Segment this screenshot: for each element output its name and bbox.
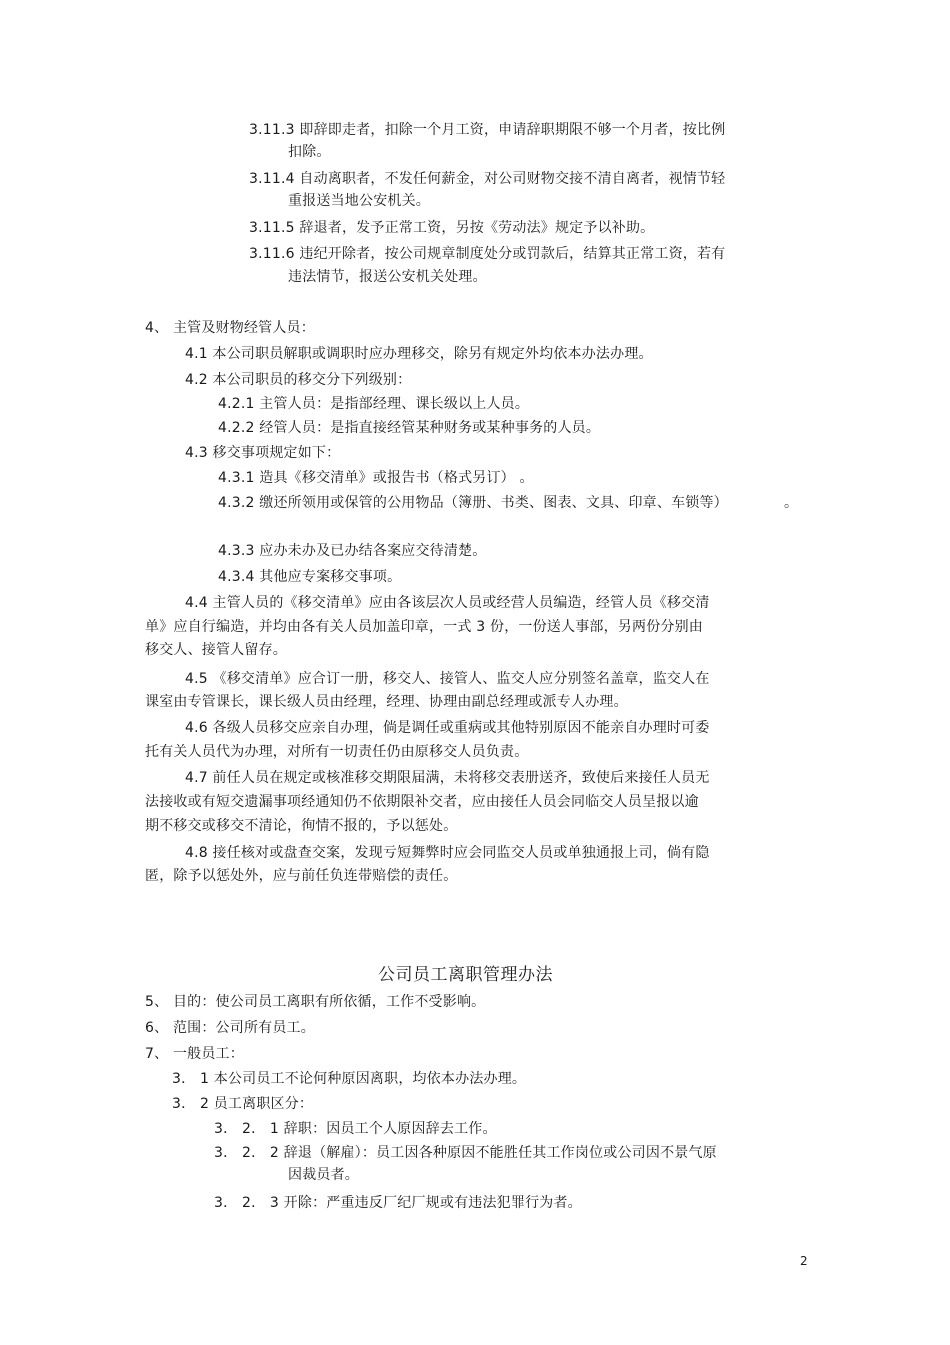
clause-4-4-line2: 单》应自行编造，并均由各有关人员加盖印章，一式 3 份，一份送人事部，另两份分别由 <box>145 619 704 635</box>
clause-3-11-6-cont: 违法情节，报送公安机关处理。 <box>288 269 487 285</box>
clause-4-3: 4.3 移交事项规定如下： <box>185 445 341 461</box>
clause-4-4-line1: 4.4 主管人员的《移交清单》应由各该层次人员或经营人员编造，经管人员《移交清 <box>185 595 710 611</box>
clause-4-3-2-period: 。 <box>784 495 799 511</box>
clause-4-6-line2: 托有关人员代为办理，对所有一切责任仍由原移交人员负责。 <box>145 744 529 760</box>
clause-4-2-1: 4.2.1 主管人员：是指部经理、课长级以上人员。 <box>218 396 530 412</box>
clause-4-6-line1: 4.6 各级人员移交应亲自办理，倘是调任或重病或其他特别原因不能亲自办理时可委 <box>185 720 710 736</box>
clause-3-11-6: 3.11.6 违纪开除者，按公司规章制度处分或罚款后，结算其正常工资，若有 <box>249 246 726 262</box>
clause-4-3-2: 4.3.2 缴还所领用或保管的公用物品（簿册、书类、图表、文具、印章、车锁等） <box>218 495 728 511</box>
clause-3-11-3: 3.11.3 即辞即走者，扣除一个月工资，申请辞职期限不够一个月者，按比例 <box>249 122 726 138</box>
section-7-heading: 7、 一般员工： <box>145 1046 244 1062</box>
clause-3-11-3-cont: 扣除。 <box>288 144 331 160</box>
clause-4-4-line3: 移交人、接管人留存。 <box>145 642 287 658</box>
clause-3-2-2-cont: 因裁员者。 <box>288 1167 359 1183</box>
clause-3-2-3: 3． 2． 3 开除：严重违反厂纪厂规或有违法犯罪行为者。 <box>214 1195 582 1211</box>
page-number: 2 <box>800 1254 808 1268</box>
section-4-heading: 4、 主管及财物经管人员： <box>145 320 315 336</box>
clause-3-11-4: 3.11.4 自动离职者，不发任何薪金，对公司财物交接不清自离者，视情节轻 <box>249 171 726 187</box>
section-5-purpose: 5、 目的：使公司员工离职有所依循，工作不受影响。 <box>145 994 486 1010</box>
clause-3-2: 3． 2 员工离职区分： <box>172 1096 314 1112</box>
clause-4-7-line1: 4.7 前任人员在规定或核准移交期限届满，未将移交表册送齐，致使后来接任人员无 <box>185 770 710 786</box>
clause-4-5-line1: 4.5 《移交清单》应合订一册，移交人、接管人、监交人应分别签名盖章，监交人在 <box>185 671 710 687</box>
clause-3-2-1: 3． 2． 1 辞职：因员工个人原因辞去工作。 <box>214 1121 497 1137</box>
clause-4-3-3: 4.3.3 应办未办及已办结各案应交待清楚。 <box>218 543 487 559</box>
clause-4-5-line2: 课室由专管课长，课长级人员由经理，经理、协理由副总经理或派专人办理。 <box>145 694 628 710</box>
clause-4-7-line3: 期不移交或移交不清论，徇情不报的，予以惩处。 <box>145 818 458 834</box>
section-6-scope: 6、 范围：公司所有员工。 <box>145 1020 315 1036</box>
clause-4-1: 4.1 本公司职员解职或调职时应办理移交，除另有规定外均依本办法办理。 <box>185 346 653 362</box>
clause-3-2-2: 3． 2． 2 辞退（解雇）：员工因各种原因不能胜任其工作岗位或公司因不景气原 <box>214 1145 717 1161</box>
clause-4-3-1: 4.3.1 造具《移交清单》或报告书（格式另订） 。 <box>218 470 534 486</box>
clause-4-8-line1: 4.8 接任核对或盘查交案，发现亏短舞弊时应会同监交人员或单独通报上司，倘有隐 <box>185 845 710 861</box>
clause-4-8-line2: 匿，除予以惩处外，应与前任负连带赔偿的责任。 <box>145 868 458 884</box>
section-title: 公司员工离职管理办法 <box>378 965 553 985</box>
clause-4-3-4: 4.3.4 其他应专案移交事项。 <box>218 569 402 585</box>
clause-4-2-2: 4.2.2 经管人员：是指直接经管某种财务或某种事务的人员。 <box>218 420 601 436</box>
clause-3-11-5: 3.11.5 辞退者，发予正常工资，另按《劳动法》规定予以补助。 <box>249 220 655 236</box>
clause-4-2: 4.2 本公司职员的移交分下列级别： <box>185 372 412 388</box>
clause-4-7-line2: 法接收或有短交遗漏事项经通知仍不依期限补交者，应由接任人员会同临交人员呈报以逾 <box>145 794 699 810</box>
clause-3-1: 3． 1 本公司员工不论何种原因离职，均依本办法办理。 <box>172 1071 527 1087</box>
clause-3-11-4-cont: 重报送当地公安机关。 <box>288 193 430 209</box>
